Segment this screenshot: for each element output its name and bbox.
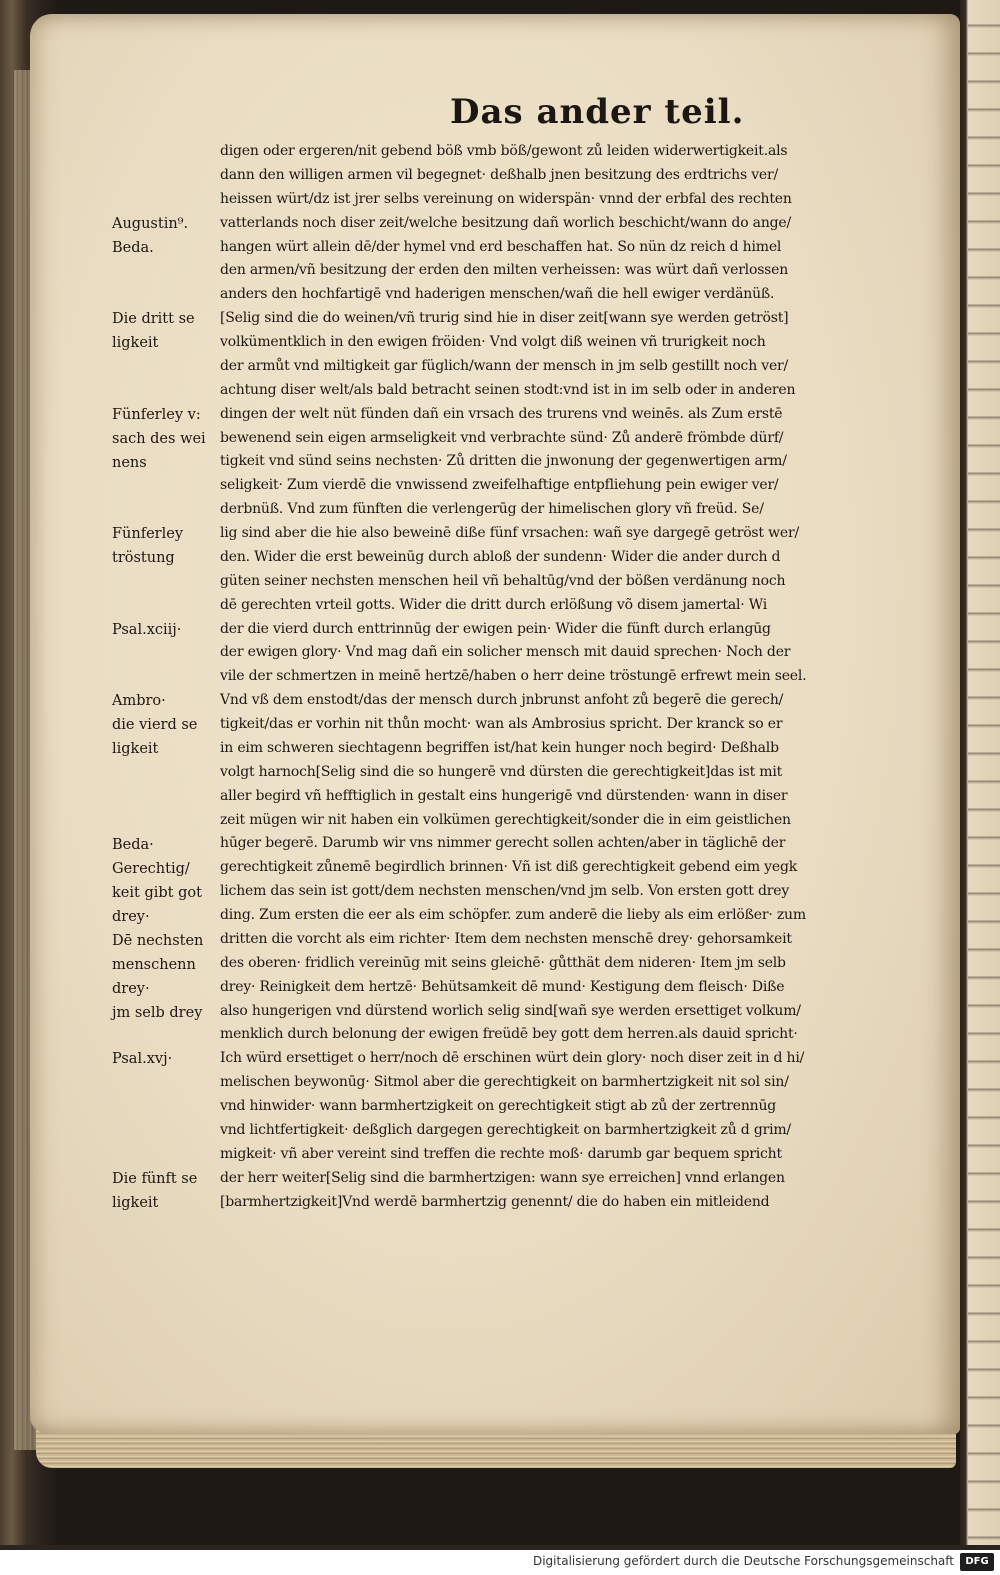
text-line: in eim schweren siechtagenn begriffen ist/hat kein hunger noch begird· Deßhalb [220, 739, 779, 756]
margin-note: Psal.xciij· [112, 621, 182, 638]
text-line: tigkeit/das er vorhin nit thůn mocht· wan als Ambrosius spricht. Der kranck so er [220, 716, 783, 732]
margin-note: Fünferley tröstung [112, 526, 184, 567]
text-line: dē gerechten vrteil gotts. Wider die dritt durch erlößung võ disem jamertal· Wi [220, 596, 768, 613]
footer-credit: Digitalisierung gefördert durch die Deutsche Forschungsgemeinschaft [532, 1554, 954, 1568]
margin-note: Die dritt se ligkeit [112, 311, 195, 352]
text-line: anders den hochfartigē vnd haderigen menschen/wañ die hell ewiger verdänüß. [220, 286, 775, 303]
text-line: vnd hinwider· wann barmhertzigkeit on gerechtigkeit stigt ab zů der zertrennūg [220, 1098, 777, 1114]
text-line: derbnüß. Vnd zum fünften die verlengerūg der himelischen glory vñ freüd. Se/ [220, 501, 764, 518]
text-line: zeit mügen wir nit haben ein volkümen gerechtigkeit/sonder die in eim geistlichen [220, 811, 791, 828]
text-line: hangen würt allein dē/der hymel vnd erd beschaffen hat. So nün dz reich d himel [220, 238, 782, 255]
text-line: heissen würt/dz ist jrer selbs vereinung on widerspän· vnnd der erbfal des rechten [220, 190, 792, 207]
text-line: des oberen· fridlich vereinūg mit seins gleichē· gůtthät dem nideren· Item jm selb [220, 954, 786, 971]
right-page-stack [960, 0, 1000, 1545]
dfg-logo-icon: DFG [960, 1553, 994, 1571]
margin-note: Ambro· die vierd se ligkeit [112, 693, 198, 758]
main-text-block [220, 140, 955, 1214]
text-line: den armen/vñ besitzung der erden den milten verheissen: was würt dañ verlossen [220, 262, 789, 279]
text-line: lichem das sein ist gott/dem nechsten menschen/vnd jm selb. Von ersten gott drey [220, 883, 790, 900]
text-line: tigkeit vnd sünd seins nechsten· Zů dritten die jnwonung der gegenwertigen arm/ [220, 453, 787, 470]
text-line: achtung diser welt/als bald betracht seinen stodt:vnd ist in im selb oder in anderen [220, 381, 796, 398]
text-line: vatterlands noch diser zeit/welche besitzung dañ worlich beschicht/wann do ange/ [220, 214, 791, 231]
margin-note: Psal.xvj· [112, 1051, 173, 1068]
text-line: hūger begerē. Darumb wir vns nimmer gerecht sollen achten/aber in täglichē der [220, 835, 786, 852]
text-line: lig sind aber die hie also beweinē diße fünf vrsachen: wañ sye dargegē getröst wer/ [220, 525, 799, 541]
text-line: dann den willigen armen vil begegnet· deßhalb jnen besitzung des erdtrichs ver/ [220, 166, 779, 183]
text-line: seligkeit· Zum vierdē die vnwissend zweifelhaftige entpfliehung pein ewiger ver/ [220, 477, 779, 494]
text-line: Ich würd ersettiget o herr/noch dē erschinen würt dein glory· noch diser zeit in d hi/ [220, 1050, 805, 1067]
margin-note: Beda· Gerechtig/ keit gibt got drey· Dē nechsten menschenn drey· jm selb drey [112, 836, 204, 1021]
text-line: dritten die vorcht als eim richter· Item dem nechsten menschē drey· gehorsamkeit [220, 930, 792, 947]
text-line: menklich durch belonung der ewigen freüdē bey gott dem herren.als dauid spricht· [220, 1026, 798, 1043]
margin-note: Fünferley v: sach des wei nens [112, 406, 206, 471]
text-line: digen oder ergeren/nit gebend böß vmb böß/gewont zů leiden widerwertigkeit.als [220, 143, 788, 159]
page-header: Das ander teil. [450, 92, 745, 132]
text-line: vile der schmertzen in meinē hertzē/haben o herr deine tröstungē erfrewt mein seel. [220, 668, 807, 685]
text-line: volgt harnoch[Selig sind die so hungerē vnd dürsten die gerechtigkeit]das ist mit [220, 763, 783, 780]
text-line: [Selig sind die do weinen/vñ trurig sind hie in diser zeit[wann sye werden getröst] [220, 310, 789, 327]
text-line: drey· Reinigkeit dem hertzē· Behütsamkeit dē mund· Kestigung dem fleisch· Diße [220, 978, 785, 995]
text-line: bewenend sein eigen armseligkeit vnd verbrachte sünd· Zů anderē frömbde dürf/ [220, 429, 784, 446]
text-line: migkeit· vñ aber vereint sind treffen die rechte moß· darumb gar bequem spricht [220, 1145, 782, 1162]
text-line: der armůt vnd miltigkeit gar füglich/wann der mensch in jm selb gestillt noch ver/ [220, 357, 789, 374]
text-line: den. Wider die erst beweinūg durch abloß der sundenn· Wider die ander durch d [220, 548, 781, 565]
text-line: volkümentklich in den ewigen fröiden· Vnd volgt diß weinen vñ trurigkeit noch [220, 334, 766, 350]
text-line: dingen der welt nüt fünden dañ ein vrsach des trurens vnd weinēs. als Zum erstē [220, 405, 783, 422]
text-line: gerechtigkeit zůnemē begirdlich brinnen· Vñ ist diß gerechtigkeit gebend eim yegk [220, 859, 798, 876]
footer-bar [0, 1550, 1000, 1575]
text-line: also hungerigen vnd dürstend worlich selig sind[wañ sye werden ersettiget volkum/ [220, 1002, 801, 1019]
text-line: aller begird vñ hefftiglich in gestalt eins hungerigē vnd dürstenden· wann in diser [220, 787, 788, 804]
text-line: der herr weiter[Selig sind die barmhertzigen: wann sye erreichen] vnnd erlangen [220, 1169, 785, 1186]
text-line: vnd lichtfertigkeit· deßglich dargegen gerechtigkeit on barmhertzigkeit zů d grim/ [220, 1121, 791, 1138]
margin-note: Die fünft se ligkeit [112, 1170, 198, 1211]
text-line: Vnd vß dem enstodt/das der mensch durch jnbrunst anfoht zů begerē die gerech/ [220, 692, 784, 709]
margin-note: Augustin⁹. Beda. [112, 215, 189, 256]
text-line: der die vierd durch enttrinnūg der ewigen pein· Wider die fünft durch erlangūg [220, 620, 771, 637]
text-line: melischen beywonūg· Sitmol aber die gerechtigkeit on barmhertzigkeit nit sol sin/ [220, 1074, 789, 1091]
text-line: ding. Zum ersten die eer als eim schöpfer. zum anderē die lieby als eim erlößer· zum [220, 907, 806, 923]
text-line: der ewigen glory· Vnd mag dañ ein solicher mensch mit dauid sprechen· Noch der [220, 644, 791, 661]
text-line: güten seiner nechsten menschen heil vñ behaltūg/vnd der bößen verdänung noch [220, 572, 786, 589]
text-line: [barmhertzigkeit]Vnd werdē barmhertzig genennt/ die do haben ein mitleidend [220, 1193, 770, 1210]
